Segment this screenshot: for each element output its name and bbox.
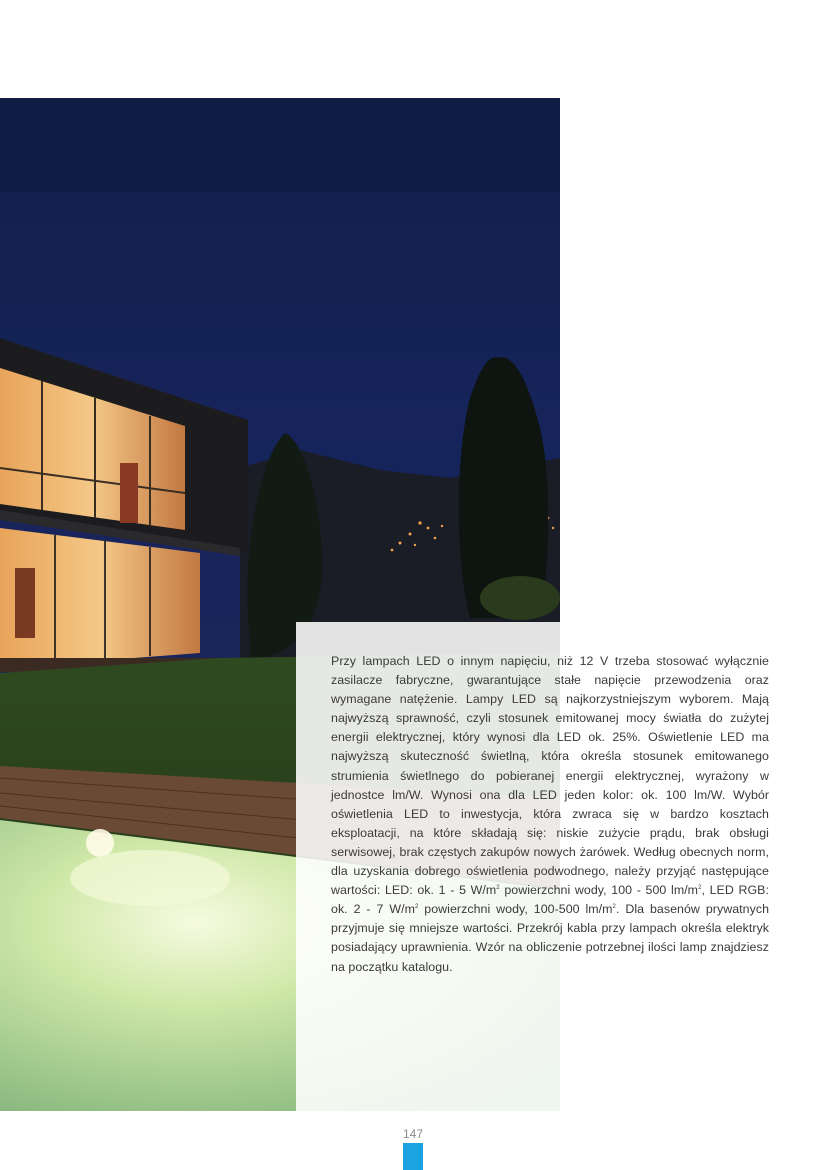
body-paragraph (331, 652, 769, 977)
superscript: 2 (414, 904, 419, 911)
body-text-segment: , LED RGB: ok. 2 - 7 W/m (331, 883, 769, 917)
body-text-segment: powierzchni wody, 100-500 lm/m (418, 902, 613, 917)
body-text-segment: . Dla basenów prywatnych przyjmuje się mniejsze wartości. Przekrój kabla przy lampach określa elektryk posiadający uprawnienia. Wzór na obliczenie potrzebnej ilości lamp znajdziesz na początku katalogu. (331, 902, 770, 974)
body-text-segment: Przy lampach LED o innym napięciu, niż 12 V trzeba stosować wyłącznie zasilacze fabryczne, gwarantujące stałe napięcie przewodzenia oraz wymagane natężenie. Lampy LED są najkorzystniejszym wyborem. Mają najwyższą sprawność, czyli stosunek emitowanej mocy światła do zużytej energii elektrycznej, który wynosi dla LED ok. 25%. Oświetlenie LED ma najwyższą skuteczność świetlną, która określa stosunek emitowanego strumienia świetlnego do pobieranej energii elektrycznej, wyrażony w jednostce lm/W. Wynosi ona dla LED jeden kolor: ok. 100 lm/W. Wybór oświetlenia LED to inwestycja, która zwraca się w bardzo kosztach eksploatacji, na które składają się: niskie zużycie prądu, brak obsługi serwisowej, brak częstych zakupów nowych żarówek. Według obecnych norm, dla uzyskania dobrego oświetlenia podwodnego, należy przyjąć następujące wartości: LED: ok. 1 - 5 W/m (331, 654, 769, 898)
page-tab-marker (403, 1143, 423, 1170)
superscript: 2 (698, 885, 702, 892)
superscript: 2 (496, 885, 500, 892)
page-number: 147 (402, 1127, 424, 1141)
superscript: 2 (612, 904, 616, 911)
body-text-segment: powierzchni wody, 100 - 500 lm/m (499, 883, 699, 898)
